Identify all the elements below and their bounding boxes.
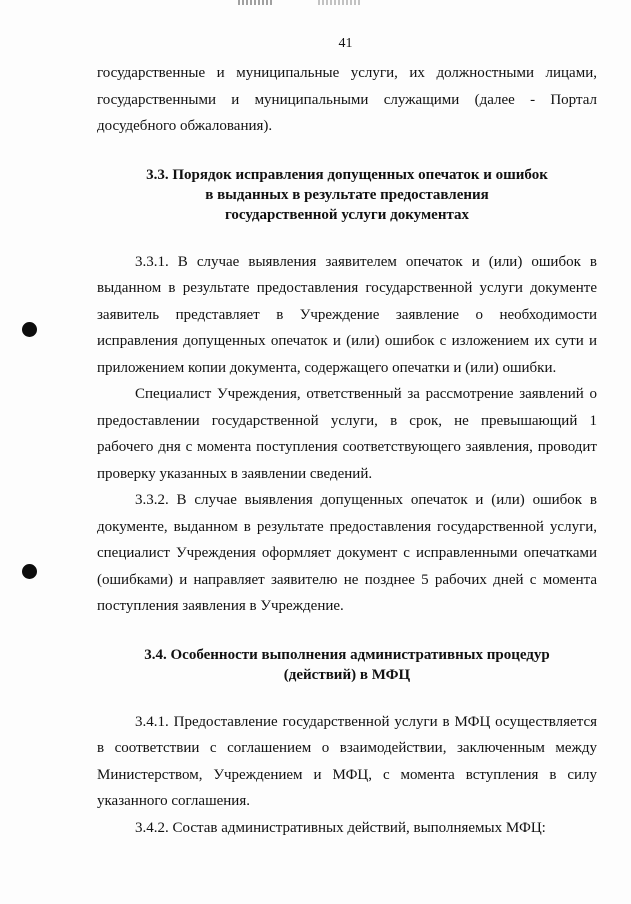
paragraph-3-3-2 xyxy=(97,487,597,620)
paragraph-3-4-2 xyxy=(97,815,597,842)
paragraph-3-4-1 xyxy=(97,709,597,815)
text-line: 3.3.2. В случае выявления допущенных опечаток и (или) ошибок в xyxy=(135,492,597,508)
text-line: специалист Учреждения оформляет документ с исправленными опечатками xyxy=(97,545,597,561)
text-line: рабочего дня с момента поступления соответствующего заявления, проводит xyxy=(97,439,597,455)
text-line: заявитель представляет в Учреждение заявление о необходимости xyxy=(97,306,597,323)
heading-line: государственной услуги документах xyxy=(224,206,470,223)
text-line: государственными и муниципальными служащими (далее - Портал xyxy=(97,91,597,108)
document-body xyxy=(97,60,597,841)
text-line: (ошибками) и направляет заявителю не позднее 5 рабочих дней с момента xyxy=(97,571,597,588)
text-line: Специалист Учреждения, ответственный за рассмотрение заявлений о xyxy=(135,386,597,402)
paragraph-3-3-1 xyxy=(97,249,597,382)
scan-artifact xyxy=(238,0,274,5)
text-line: указанного соглашения. xyxy=(97,793,250,809)
page-number: 41 xyxy=(338,36,353,51)
text-line: исправления допущенных опечаток и (или) ошибок с изложением их сути и xyxy=(97,333,597,349)
text-line: документе, выданном в результате предоставления государственной услуги, xyxy=(97,518,597,535)
text-line: досудебного обжалования). xyxy=(97,118,273,134)
text-line: предоставлении государственной услуги, в срок, не превышающий 1 xyxy=(97,412,597,429)
text-line: государственные и муниципальные услуги, их должностными лицами, xyxy=(97,65,597,81)
text-line: 3.3.1. В случае выявления заявителем опечаток и (или) ошибок в xyxy=(135,253,597,270)
heading-line: в выданных в результате предоставления xyxy=(205,186,489,203)
text-line: в соответствии с соглашением о взаимодействии, заключенным между xyxy=(97,740,597,756)
text-line: поступления заявления в Учреждение. xyxy=(97,598,344,614)
text-line: 3.4.1. Предоставление государственной услуги в МФЦ осуществляется xyxy=(135,713,597,730)
text-line: выданном в результате предоставления государственной услуги документе xyxy=(97,280,597,296)
heading-line: (действий) в МФЦ xyxy=(283,666,411,683)
text-line: проверку указанных в заявлении сведений. xyxy=(97,465,373,482)
section-heading-3-4 xyxy=(97,645,597,685)
section-heading-3-3 xyxy=(97,165,597,225)
scan-artifact xyxy=(318,0,362,5)
text-line: приложением копии документа, содержащего опечатки и (или) ошибки. xyxy=(97,359,557,376)
text-line: Министерством, Учреждением и МФЦ, с момента вступления в силу xyxy=(97,766,597,783)
punch-hole xyxy=(22,564,37,579)
punch-hole xyxy=(22,322,37,337)
heading-line: 3.4. Особенности выполнения административных процедур xyxy=(144,646,550,663)
paragraph-specialist xyxy=(97,381,597,487)
heading-line: 3.3. Порядок исправления допущенных опечаток и ошибок xyxy=(146,166,548,183)
text-line: 3.4.2. Состав административных действий, выполняемых МФЦ: xyxy=(135,819,546,836)
intro-paragraph xyxy=(97,60,597,140)
